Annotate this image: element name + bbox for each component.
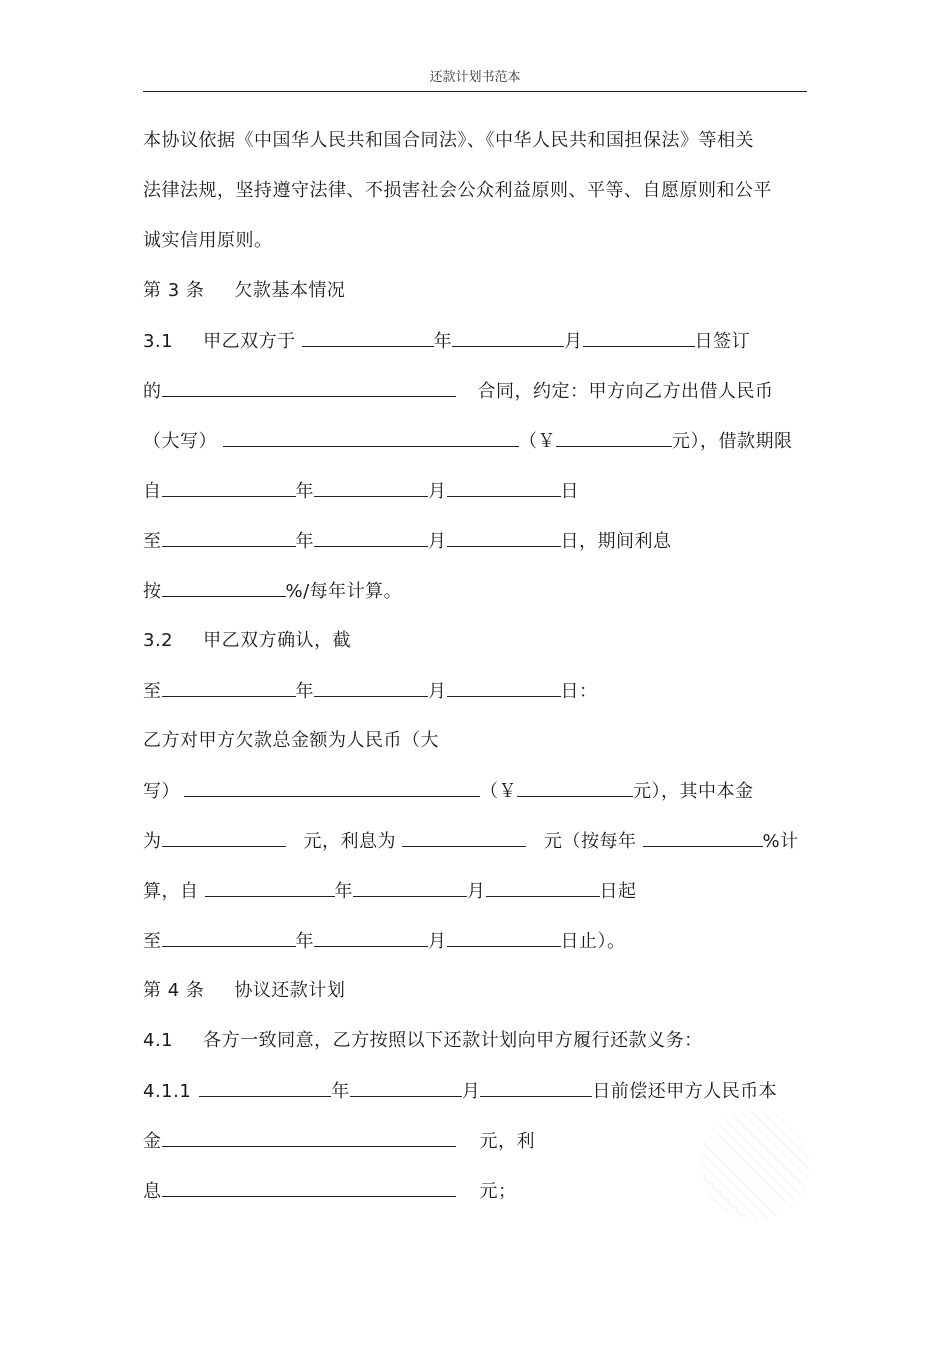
label-month: 月 [428,681,447,702]
blank-year[interactable] [162,677,296,697]
label-principal: 元），其中本金 [633,781,754,802]
label-day-end: 日止）。 [560,931,626,952]
watermark-seal [700,1110,810,1220]
article-title: 协议还款计划 [234,980,346,1001]
intro-line-2: 法律法规，坚持遵守法律、不损害社会公众利益原则、平等、自愿原则和公平 [143,180,772,201]
clause-3-1-line-3 [143,427,793,455]
label-calc-from: 算，自 [143,881,199,902]
article-3-heading [143,277,345,305]
label-year: 年 [295,531,314,552]
clause-4-1 [143,1027,703,1055]
blank-interest-rate[interactable] [162,577,286,597]
blank-interest-amount[interactable] [162,1177,456,1197]
clause-3-1-line-2 [143,377,774,405]
page-header-title: 还款计划书范本 [429,70,521,85]
blank-year[interactable] [162,927,296,947]
label-to: 至 [143,531,162,552]
clause-3-2-line-4 [143,777,754,805]
clause-4-1-1-line-1 [143,1077,777,1105]
clause-text: 日前偿还甲方人民币本 [592,1081,778,1102]
label-of: 的 [143,381,162,402]
label-interest: 元，利息为 [303,831,396,852]
clause-3-1-line-6 [143,577,402,605]
label-month: 月 [428,931,447,952]
blank-year[interactable] [199,1077,331,1097]
clause-text: 甲乙双方于 [203,331,296,352]
label-wei: 为 [143,831,162,852]
clause-text: 合同，约定：甲方向乙方出借人民币 [477,381,774,402]
label-per-year: 元（按每年 [544,831,637,852]
label-interest-period: 日，期间利息 [560,531,672,552]
blank-month[interactable] [350,1077,462,1097]
label-rate: %/每年计算。 [285,581,403,602]
label-yuan: 元），借款期限 [672,431,793,452]
clause-3-1-line-5 [143,527,672,555]
clause-3-2-line-5 [143,827,799,855]
label-from: 自 [143,481,162,502]
header-divider [143,91,807,92]
blank-month[interactable] [314,527,428,547]
clause-3-2-line-7 [143,927,626,955]
label-month: 月 [467,881,486,902]
blank-interest[interactable] [402,827,526,847]
blank-amount-uppercase[interactable] [223,427,519,447]
blank-day[interactable] [447,527,561,547]
label-to: 至 [143,681,162,702]
clause-number: 4.1 [143,1030,174,1051]
blank-principal-amount[interactable] [162,1127,456,1147]
clause-3-2-line-2 [143,677,598,705]
label-yen: （￥ [519,431,556,452]
blank-year[interactable] [205,877,335,897]
label-year: 年 [295,481,314,502]
label-day: 日： [560,681,598,702]
blank-year[interactable] [162,477,296,497]
blank-day[interactable] [583,327,695,347]
label-year: 年 [295,931,314,952]
blank-total-uppercase[interactable] [184,777,480,797]
blank-month[interactable] [452,327,564,347]
blank-day[interactable] [480,1077,592,1097]
blank-year[interactable] [162,527,296,547]
blank-amount-number[interactable] [556,427,672,447]
clause-3-2-line-1 [143,627,351,655]
label-month: 月 [428,481,447,502]
article-number: 第 4 条 [143,980,205,1001]
article-title: 欠款基本情况 [234,280,346,301]
label-year: 年 [433,331,453,352]
blank-month[interactable] [314,477,428,497]
blank-day[interactable] [447,927,561,947]
blank-total-number[interactable] [517,777,633,797]
blank-principal[interactable] [162,827,286,847]
label-yuan: 元； [479,1181,517,1202]
blank-day[interactable] [447,477,561,497]
article-number: 第 3 条 [143,280,205,301]
label-yuan-li: 元，利 [479,1131,535,1152]
label-day-start: 日起 [599,881,637,902]
intro-line-1: 本协议依据《中国华人民共和国合同法》、《中华人民共和国担保法》等相关 [143,130,754,151]
label-year: 年 [295,681,314,702]
clause-text: 甲乙双方确认，截 [203,630,352,651]
label-yen: （￥ [480,781,517,802]
clause-3-1-line-4 [143,477,579,505]
blank-day[interactable] [447,677,561,697]
blank-contract-name[interactable] [162,377,456,397]
clause-3-1-line-1 [143,327,750,355]
clause-number: 3.1 [143,331,174,352]
clause-3-2-line-3: 乙方对甲方欠款总金额为人民币（大 [143,730,439,751]
label-month: 月 [428,531,447,552]
label-percent: %计 [762,831,799,852]
label-month: 月 [564,331,583,352]
label-jin: 金 [143,1131,162,1152]
label-year: 年 [331,1081,350,1102]
article-4-heading [143,977,345,1005]
blank-month[interactable] [353,877,467,897]
label-month: 月 [461,1081,481,1102]
blank-year[interactable] [302,327,434,347]
clause-3-2-line-6 [143,877,637,905]
label-to: 至 [143,931,162,952]
clause-number: 3.2 [143,630,174,651]
label-by: 按 [143,581,162,602]
label-day: 日 [560,481,579,502]
clause-number: 4.1.1 [143,1081,192,1102]
label-uppercase: 写） [143,781,180,802]
intro-line-3: 诚实信用原则。 [143,230,273,251]
clause-4-1-1-line-2 [143,1127,535,1155]
blank-month[interactable] [314,927,428,947]
blank-month[interactable] [314,677,428,697]
blank-day[interactable] [486,877,600,897]
label-xi: 息 [143,1181,162,1202]
blank-annual-rate[interactable] [643,827,763,847]
label-day-sign: 日签订 [694,331,751,352]
clause-text: 各方一致同意，乙方按照以下还款计划向甲方履行还款义务： [203,1030,703,1051]
label-year: 年 [334,881,353,902]
label-uppercase: （大写） [143,431,217,452]
clause-4-1-1-line-3 [143,1177,517,1205]
